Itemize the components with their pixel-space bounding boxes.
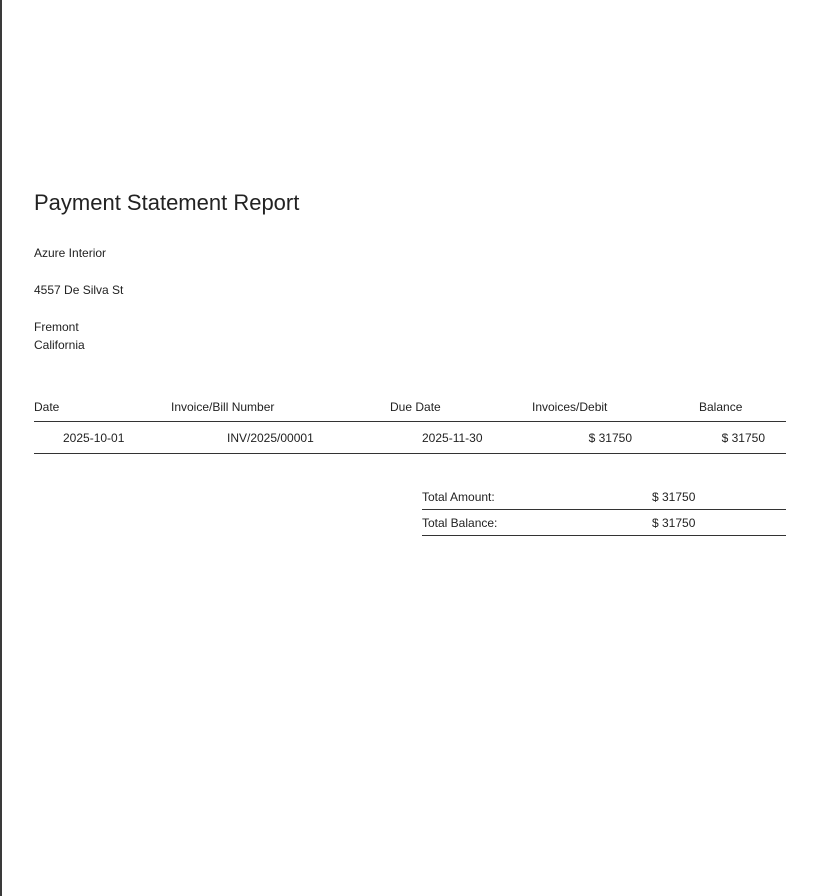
cell-due-date: 2025-11-30 [390, 422, 532, 454]
partner-city: Fremont [34, 320, 79, 334]
table-header-row [34, 392, 786, 422]
partner-street: 4557 De Silva St [34, 283, 124, 297]
statement-page [34, 0, 786, 896]
cell-debit: $ 31750 [532, 422, 699, 454]
header-date: Date [34, 392, 171, 422]
partner-name: Azure Interior [34, 246, 107, 260]
total-amount-label: Total Amount: [422, 485, 652, 510]
cell-date: 2025-10-01 [34, 422, 171, 454]
total-balance-row [422, 510, 786, 536]
header-invoice: Invoice/Bill Number [171, 392, 390, 422]
cell-balance: $ 31750 [699, 422, 786, 454]
totals-table [422, 485, 786, 536]
statement-table [34, 392, 786, 454]
total-balance-value: $ 31750 [652, 510, 786, 536]
total-amount-row [422, 485, 786, 510]
total-amount-value: $ 31750 [652, 485, 786, 510]
header-due-date: Due Date [390, 392, 532, 422]
partner-state: California [34, 338, 85, 352]
page-title: Payment Statement Report [34, 190, 300, 215]
total-balance-label: Total Balance: [422, 510, 652, 536]
header-balance: Balance [699, 392, 786, 422]
table-row [34, 422, 786, 454]
page-left-border [0, 0, 2, 896]
cell-invoice-number: INV/2025/00001 [171, 422, 390, 454]
header-debit: Invoices/Debit [532, 392, 699, 422]
